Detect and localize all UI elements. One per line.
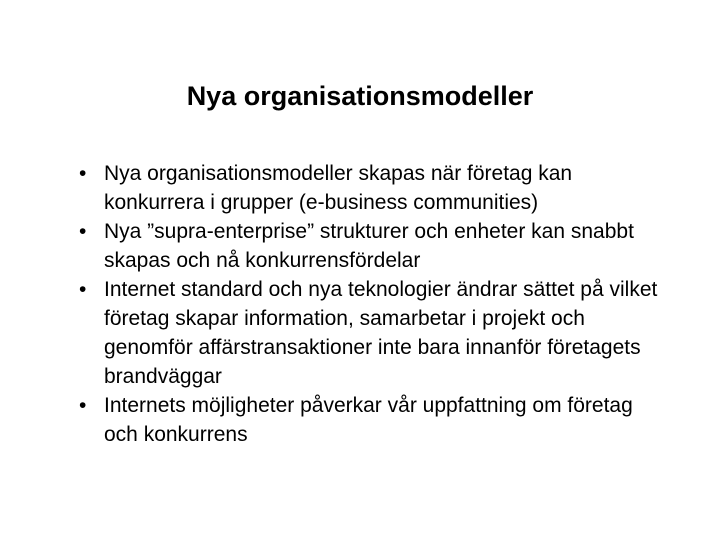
bullet-item — [72, 159, 672, 217]
bullet-text: Internets möjligheter påverkar vår uppfattning om företag och konkurrens — [104, 394, 633, 446]
bullet-dot-icon: • — [79, 394, 87, 417]
bullet-item — [72, 275, 672, 391]
bullet-dot-icon: • — [79, 162, 87, 185]
bullet-list — [72, 159, 672, 449]
bullet-item — [72, 391, 672, 449]
bullet-text: Nya ”supra-enterprise” strukturer och enheter kan snabbt skapas och nå konkurrensfördelar — [104, 220, 634, 272]
bullet-text: Nya organisationsmodeller skapas när företag kan konkurrera i grupper (e-business communities) — [104, 162, 573, 214]
bullet-dot-icon: • — [79, 220, 87, 243]
bullet-dot-icon: • — [79, 278, 87, 301]
slide-title: Nya organisationsmodeller — [186, 81, 534, 111]
bullet-text: Internet standard och nya teknologier ändrar sättet på vilket företag skapar information, samarbetar i projekt och genomför affärstransaktioner inte bara innanför företagets brandväggar — [104, 278, 658, 388]
bullet-item — [72, 217, 672, 275]
